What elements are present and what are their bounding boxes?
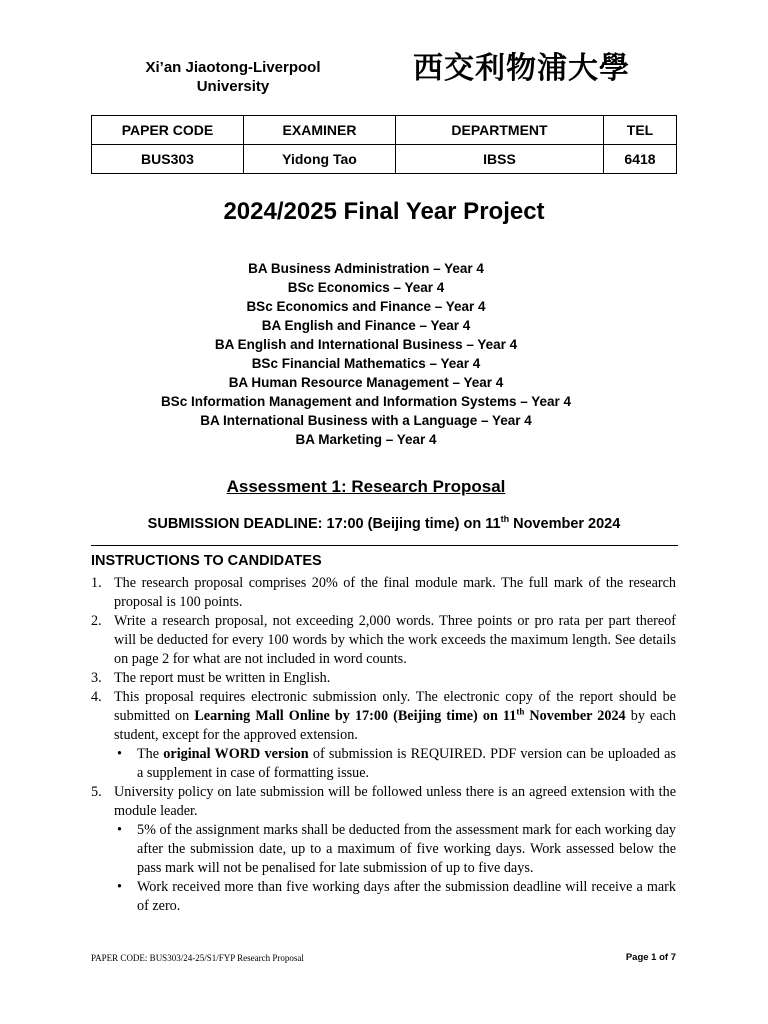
programme-item: BSc Information Management and Information Systems – Year 4: [160, 394, 572, 409]
bullet-icon: •: [117, 879, 122, 895]
instruction-text: The report must be written in English.: [114, 670, 331, 686]
programme-item: BA English and International Business – Year 4: [214, 337, 518, 352]
instructions-heading: INSTRUCTIONS TO CANDIDATES: [91, 553, 322, 569]
bullet-text: of submission is REQUIRED. PDF version can be uploaded as a supplement in case of formatting issue.: [137, 746, 677, 781]
paper-code-value: BUS303: [92, 145, 244, 174]
instruction-superscript: th: [516, 706, 525, 717]
programme-item: BA Human Resource Management – Year 4: [228, 375, 504, 390]
tel-header: TEL: [604, 116, 677, 145]
paper-code-header: PAPER CODE: [92, 116, 244, 145]
bullet-text: 5% of the assignment marks shall be deducted from the assessment mark for each working day after the submission date, up to a maximum of five working days. Work assessed below the pass mark will not be penalised for late submission of up to five days.: [137, 822, 676, 876]
bullet-bold-text: original WORD version: [163, 746, 309, 762]
assessment-heading: [0, 476, 732, 498]
paper-info-table: [91, 115, 677, 174]
bullet-icon: •: [117, 822, 122, 838]
instruction-bold-text: November 2024: [524, 708, 626, 724]
submission-deadline: [0, 514, 768, 534]
assessment-title: Assessment 1: Research Proposal: [226, 477, 506, 496]
instruction-text: This proposal requires electronic submission only. The electronic copy of the report should be submitted on: [114, 689, 676, 724]
department-value: IBSS: [396, 145, 604, 174]
university-name: [128, 58, 338, 96]
paper-info-value-row: [92, 145, 677, 174]
bullet-text: Work received more than five working days after the submission deadline will receive a mark of zero.: [137, 879, 676, 914]
programme-item: BSc Economics and Finance – Year 4: [246, 299, 486, 314]
programme-item: BA Business Administration – Year 4: [248, 261, 484, 276]
programme-item: BA International Business with a Language – Year 4: [200, 413, 532, 428]
programme-item: BA English and Finance – Year 4: [261, 318, 471, 333]
footer-page-number: Page 1 of 7: [625, 952, 676, 963]
instruction-text: Write a research proposal, not exceeding 2,000 words. Three points or pro rata per part thereof will be deducted for every 100 words by which the work exceeds the maximum length. See details on page 2 for what are not included in word counts.: [114, 613, 676, 667]
programme-item: BSc Economics – Year 4: [287, 280, 445, 295]
instruction-bullet: [114, 878, 676, 916]
examiner-header: EXAMINER: [244, 116, 396, 145]
instruction-bullet: [114, 821, 676, 878]
university-name-line1: Xi’an Jiaotong-Liverpool: [145, 59, 321, 76]
university-chinese-logo: 西交利物浦大學: [413, 51, 630, 86]
instructions-list: [91, 574, 676, 916]
tel-value: 6418: [604, 145, 677, 174]
instruction-number: 1.: [91, 575, 102, 591]
instruction-item: [91, 783, 676, 916]
deadline-superscript: th: [500, 514, 510, 525]
examiner-value: Yidong Tao: [244, 145, 396, 174]
instruction-item: [91, 669, 676, 688]
instruction-item: [91, 574, 676, 612]
department-header: DEPARTMENT: [396, 116, 604, 145]
instruction-text: The research proposal comprises 20% of the final module mark. The full mark of the research proposal is 100 points.: [114, 575, 676, 610]
paper-info-header-row: [92, 116, 677, 145]
programme-item: BSc Financial Mathematics – Year 4: [251, 356, 481, 371]
section-divider: [91, 545, 678, 546]
deadline-text: SUBMISSION DEADLINE: 17:00 (Beijing time) on 11: [147, 516, 501, 532]
instruction-number: 2.: [91, 613, 102, 629]
instruction-number: 5.: [91, 784, 102, 800]
instruction-text: by each student, except for the approved extension.: [114, 708, 676, 743]
programme-item: BA Marketing – Year 4: [295, 432, 437, 447]
instruction-number: 4.: [91, 689, 102, 705]
programme-list: [0, 259, 732, 449]
deadline-date: November 2024: [509, 516, 621, 532]
bullet-text: The: [137, 746, 164, 762]
bullet-icon: •: [117, 746, 122, 762]
university-name-line2: University: [196, 78, 270, 95]
instruction-item: [91, 688, 676, 783]
footer-paper-code: PAPER CODE: BUS303/24-25/S1/FYP Research Proposal: [91, 953, 304, 963]
instruction-text: University policy on late submission will be followed unless there is an agreed extension with the module leader.: [114, 784, 676, 819]
page-title: 2024/2025 Final Year Project: [223, 198, 545, 225]
instruction-bold-text: Learning Mall Online by 17:00 (Beijing time) on 11: [194, 708, 517, 724]
instruction-number: 3.: [91, 670, 102, 686]
instruction-item: [91, 612, 676, 669]
instruction-bullet: [114, 745, 676, 783]
